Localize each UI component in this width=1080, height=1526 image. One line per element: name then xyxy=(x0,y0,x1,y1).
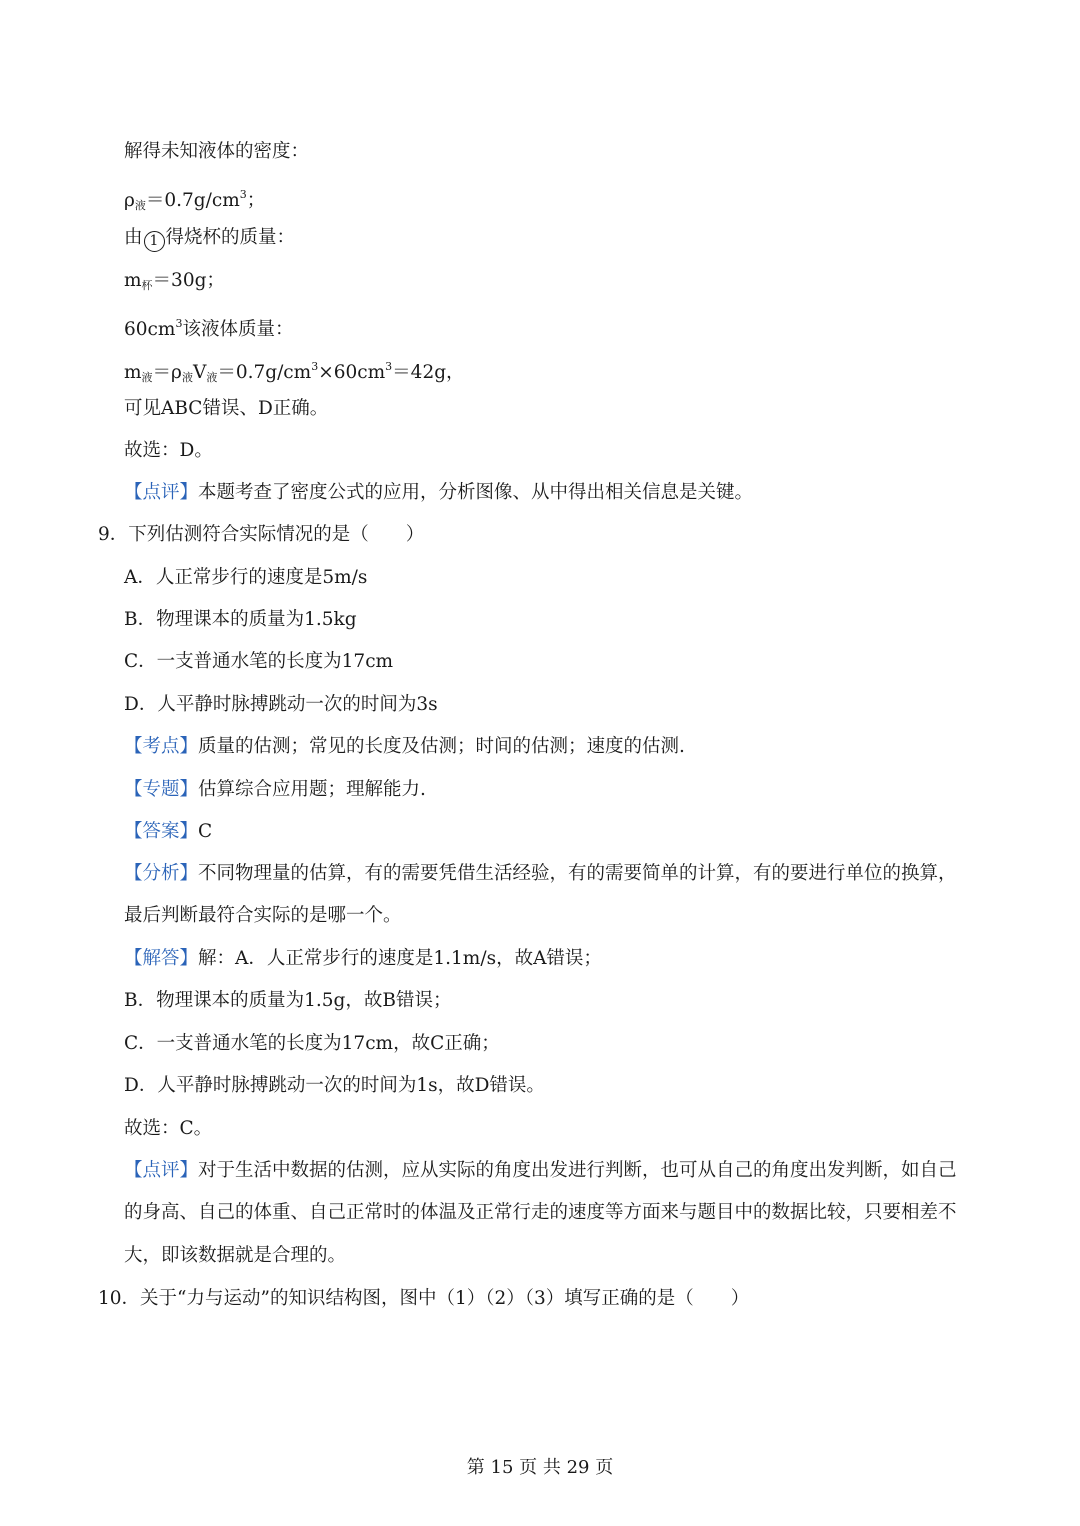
equation-result: ＝42g， xyxy=(392,362,465,383)
option-text: A．人正常步行的速度是5m/s xyxy=(124,567,368,588)
jieda-line xyxy=(124,1073,545,1099)
subscript: 液 xyxy=(134,199,146,212)
mass-symbol: m xyxy=(124,270,142,291)
question-text: 10．关于“力与运动”的知识结构图，图中（1）（2）（3）填写正确的是（ ） xyxy=(98,1288,750,1309)
density-result xyxy=(124,182,265,219)
page-number: 第 15 页 共 29 页 xyxy=(466,1457,614,1478)
mass-symbol: m xyxy=(124,362,142,383)
jieda-line xyxy=(124,1116,212,1142)
jieda-line xyxy=(124,988,451,1014)
daan xyxy=(124,819,212,845)
fenxi-continued xyxy=(124,903,402,929)
option-text: B．物理课本的质量为1.5kg xyxy=(124,609,357,630)
superscript: 3 xyxy=(385,360,393,373)
jieda-text: B．物理课本的质量为1.5g，故B错误； xyxy=(124,990,452,1011)
solution-text: 该液体质量： xyxy=(182,319,294,340)
solution-line xyxy=(124,396,328,422)
zhuanti-tag: 【专题】 xyxy=(124,779,199,800)
question-text: 9．下列估测符合实际情况的是（ ） xyxy=(98,524,425,545)
option-text: C．一支普通水笔的长度为17cm xyxy=(124,651,394,672)
kaodian-tag: 【考点】 xyxy=(124,736,199,757)
dianping-text: 大，即该数据就是合理的。 xyxy=(124,1245,347,1266)
answer-choice xyxy=(124,438,213,464)
subscript: 液 xyxy=(181,371,193,384)
solution-text: 得烧杯的质量： xyxy=(165,227,296,248)
solution-line xyxy=(124,225,295,252)
rho-symbol: ρ xyxy=(124,190,135,211)
dianping xyxy=(124,1158,957,1184)
option-c xyxy=(124,649,393,675)
option-text: D．人平静时脉搏跳动一次的时间为3s xyxy=(124,694,438,715)
kaodian-text: 质量的估测；常见的长度及估测；时间的估测；速度的估测. xyxy=(198,736,685,757)
comment xyxy=(124,480,753,506)
jieda-text: 故选：C。 xyxy=(124,1118,213,1139)
subscript: 液 xyxy=(141,371,153,384)
superscript: 3 xyxy=(239,188,247,201)
daan-text: C xyxy=(198,821,213,842)
zhuanti xyxy=(124,777,426,803)
liquid-mass-equation xyxy=(124,354,465,391)
comment-text: 本题考查了密度公式的应用，分析图像、从中得出相关信息是关键。 xyxy=(198,482,754,503)
volume-value: 60cm xyxy=(124,319,176,340)
equation-text: ×60cm xyxy=(318,362,386,383)
jieda xyxy=(124,946,602,972)
kaodian xyxy=(124,734,685,760)
fenxi-text: 不同物理量的估算，有的需要凭借生活经验，有的需要简单的计算，有的要进行单位的换算， xyxy=(198,863,957,884)
solution-text: 解得未知液体的密度： xyxy=(124,141,310,162)
superscript: 3 xyxy=(175,317,183,330)
question-9-stem xyxy=(98,522,424,548)
zhuanti-text: 估算综合应用题；理解能力. xyxy=(198,779,426,800)
circled-number: 1 xyxy=(144,231,165,252)
solution-text: 可见ABC错误、D正确。 xyxy=(124,398,329,419)
jieda-text: 解：A．人正常步行的速度是1.1m/s，故A错误； xyxy=(198,948,602,969)
solution-text: 由 xyxy=(124,227,143,248)
subscript: 液 xyxy=(206,371,218,384)
page-footer xyxy=(0,1455,1080,1481)
question-10-stem xyxy=(98,1286,749,1312)
equation-text: ＝30g； xyxy=(152,270,225,291)
cup-mass-result xyxy=(124,268,225,299)
comment-tag: 【点评】 xyxy=(124,482,199,503)
subscript: 杯 xyxy=(141,279,153,292)
jieda-line xyxy=(124,1031,500,1057)
dianping-tag: 【点评】 xyxy=(124,1160,199,1181)
daan-tag: 【答案】 xyxy=(124,821,199,842)
solution-text: 故选：D。 xyxy=(124,440,213,461)
equation-text: ＝ρ xyxy=(152,362,182,383)
option-a xyxy=(124,565,367,591)
fenxi-tag: 【分析】 xyxy=(124,863,199,884)
dianping-text: 对于生活中数据的估测，应从实际的角度出发进行判断，也可从自己的角度出发判断，如自己 xyxy=(198,1160,957,1181)
solution-line xyxy=(124,311,293,343)
superscript: 3 xyxy=(311,360,319,373)
equation-text: ＝0.7g/cm xyxy=(145,190,240,211)
volume-symbol: V xyxy=(192,362,207,383)
equation-end: ； xyxy=(246,190,266,211)
option-d xyxy=(124,692,438,718)
dianping-line xyxy=(124,1200,957,1226)
fenxi-text: 最后判断最符合实际的是哪一个。 xyxy=(124,905,402,926)
jieda-text: D．人平静时脉搏跳动一次的时间为1s，故D错误。 xyxy=(124,1075,545,1096)
fenxi xyxy=(124,861,957,887)
dianping-text: 的身高、自己的体重、自己正常时的体温及正常行走的速度等方面来与题目中的数据比较，只要相差不 xyxy=(124,1202,957,1223)
dianping-line xyxy=(124,1243,346,1269)
solution-line xyxy=(124,139,309,165)
jieda-text: C．一支普通水笔的长度为17cm，故C正确； xyxy=(124,1033,500,1054)
jieda-tag: 【解答】 xyxy=(124,948,199,969)
equation-text: ＝0.7g/cm xyxy=(217,362,312,383)
option-b xyxy=(124,607,357,633)
